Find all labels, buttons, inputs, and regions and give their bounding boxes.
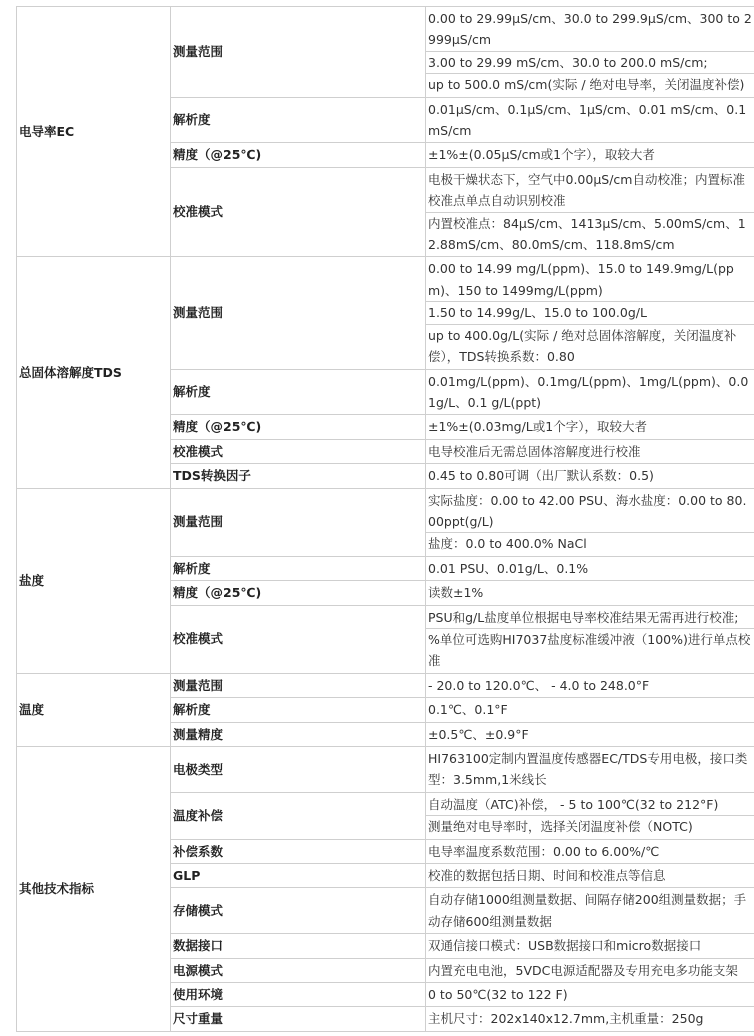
parameter-name: 电极类型 — [171, 747, 426, 793]
parameter-name: TDS转换因子 — [171, 464, 426, 488]
parameter-value — [426, 143, 754, 167]
value-line: 自动温度（ATC)补偿， - 5 to 100℃(32 to 212°F) — [428, 796, 719, 812]
parameter-value — [426, 864, 754, 888]
parameter-name: 精度（@25℃) — [171, 415, 426, 439]
parameter-name: 精度（@25℃) — [171, 143, 426, 167]
parameter-name: 测量范围 — [171, 7, 426, 98]
parameter-name: GLP — [171, 864, 426, 888]
value-line: 电导校准后无需总固体溶解度进行校准 — [428, 443, 641, 459]
table-row — [17, 257, 754, 369]
parameter-value — [426, 369, 754, 415]
parameter-value — [426, 167, 754, 257]
value-line: 0.01mg/L(ppm)、0.1mg/L(ppm)、1mg/L(ppm)、0.01g/L、0.1 g/L(ppt) — [428, 373, 749, 410]
value-line: up to 500.0 mS/cm(实际 / 绝对电导率，关闭温度补偿) — [426, 73, 754, 95]
parameter-name: 测量范围 — [171, 488, 426, 556]
value-line: ±0.5℃、±0.9°F — [428, 726, 529, 742]
parameter-name: 校准模式 — [171, 167, 426, 257]
value-line: 内置充电电池，5VDC电源适配器及专用充电多功能支架 — [428, 962, 738, 978]
parameter-name: 使用环境 — [171, 983, 426, 1007]
parameter-name: 解析度 — [171, 556, 426, 580]
parameter-value — [426, 673, 754, 697]
parameter-value — [426, 839, 754, 863]
parameter-value — [426, 1007, 754, 1031]
table-row — [17, 747, 754, 793]
parameter-name: 测量精度 — [171, 722, 426, 746]
value-line: 0.01 PSU、0.01g/L、0.1% — [428, 560, 589, 576]
parameter-value — [426, 7, 754, 98]
section-category: 盐度 — [17, 488, 171, 673]
parameter-value — [426, 698, 754, 722]
parameter-value — [426, 934, 754, 958]
parameter-value — [426, 722, 754, 746]
parameter-name: 测量范围 — [171, 257, 426, 369]
value-line: 双通信接口模式：USB数据接口和micro数据接口 — [428, 938, 702, 954]
parameter-value — [426, 439, 754, 463]
parameter-name: 测量范围 — [171, 673, 426, 697]
value-line: 0.00 to 29.99μS/cm、30.0 to 299.9μS/cm、300 to 2999μS/cm — [428, 11, 752, 48]
parameter-name: 温度补偿 — [171, 792, 426, 839]
value-line: 0.00 to 14.99 mg/L(ppm)、15.0 to 149.9mg/L(ppm)、150 to 1499mg/L(ppm) — [428, 261, 734, 298]
parameter-value — [426, 488, 754, 556]
value-line: 电极干燥状态下，空气中0.00μS/cm自动校准；内置标准校准点单点自动识别校准 — [428, 171, 745, 209]
value-line: 读数±1% — [428, 585, 484, 601]
section-category: 总固体溶解度TDS — [17, 257, 171, 488]
parameter-name: 尺寸重量 — [171, 1007, 426, 1031]
parameter-value — [426, 415, 754, 439]
parameter-name: 解析度 — [171, 698, 426, 722]
value-line: 测量绝对电导率时，选择关闭温度补偿（NOTC) — [426, 815, 754, 837]
parameter-value — [426, 97, 754, 143]
value-line: 主机尺寸：202x140x12.7mm,主机重量：250g — [428, 1011, 704, 1027]
value-line: 校准的数据包括日期、时间和校准点等信息 — [428, 868, 666, 884]
parameter-value — [426, 464, 754, 488]
parameter-name: 存储模式 — [171, 888, 426, 934]
value-line: 电导率温度系数范围：0.00 to 6.00%/℃ — [428, 843, 660, 859]
parameter-value — [426, 556, 754, 580]
parameter-name: 校准模式 — [171, 605, 426, 673]
table-row — [17, 488, 754, 556]
value-line: 3.00 to 29.99 mS/cm、30.0 to 200.0 mS/cm; — [426, 51, 754, 73]
parameter-value — [426, 888, 754, 934]
value-line: 内置校准点：84μS/cm、1413μS/cm、5.00mS/cm、12.88mS/cm、80.0mS/cm、118.8mS/cm — [426, 212, 754, 256]
parameter-name: 精度（@25℃) — [171, 581, 426, 605]
table-row — [17, 7, 754, 98]
value-line: - 20.0 to 120.0℃、 - 4.0 to 248.0°F — [428, 677, 650, 693]
value-line: 0.45 to 0.80可调（出厂默认系数：0.5) — [428, 468, 654, 484]
table-row — [17, 673, 754, 697]
value-line: 自动存储1000组测量数据、间隔存储200组测量数据；手动存储600组测量数据 — [428, 892, 747, 929]
value-line: PSU和g/L盐度单位根据电导率校准结果无需再进行校准; — [428, 609, 739, 625]
value-line: ±1%±(0.03mg/L或1个字），取较大者 — [428, 419, 647, 435]
spec-table-body — [17, 7, 754, 1032]
parameter-name: 解析度 — [171, 97, 426, 143]
section-category: 温度 — [17, 673, 171, 746]
value-line: 盐度：0.0 to 400.0% NaCl — [426, 532, 754, 554]
parameter-name: 数据接口 — [171, 934, 426, 958]
parameter-value — [426, 792, 754, 839]
parameter-value — [426, 983, 754, 1007]
parameter-name: 补偿系数 — [171, 839, 426, 863]
section-category: 电导率EC — [17, 7, 171, 257]
parameter-name: 电源模式 — [171, 958, 426, 982]
value-line: %单位可选购HI7037盐度标准缓冲液（100%)进行单点校准 — [426, 628, 754, 672]
value-line: up to 400.0g/L(实际 / 绝对总固体溶解度，关闭温度补偿），TDS转换系数：0.80 — [426, 324, 754, 368]
parameter-value — [426, 605, 754, 673]
value-line: 1.50 to 14.99g/L、15.0 to 100.0g/L — [426, 301, 754, 323]
section-category: 其他技术指标 — [17, 747, 171, 1032]
value-line: HI763100定制内置温度传感器EC/TDS专用电极，接口类型：3.5mm,1米线长 — [428, 751, 748, 788]
parameter-value — [426, 581, 754, 605]
value-line: 实际盐度：0.00 to 42.00 PSU、海水盐度：0.00 to 80.00ppt(g/L) — [428, 492, 747, 529]
value-line: 0.01μS/cm、0.1μS/cm、1μS/cm、0.01 mS/cm、0.1 mS/cm — [428, 101, 747, 139]
parameter-name: 解析度 — [171, 369, 426, 415]
value-line: 0.1℃、0.1°F — [428, 702, 508, 718]
value-line: 0 to 50℃(32 to 122 F) — [428, 987, 568, 1003]
parameter-value — [426, 747, 754, 793]
parameter-value — [426, 958, 754, 982]
parameter-name: 校准模式 — [171, 439, 426, 463]
value-line: ±1%±(0.05μS/cm或1个字），取较大者 — [428, 147, 655, 163]
spec-table — [16, 6, 754, 1032]
parameter-value — [426, 257, 754, 369]
